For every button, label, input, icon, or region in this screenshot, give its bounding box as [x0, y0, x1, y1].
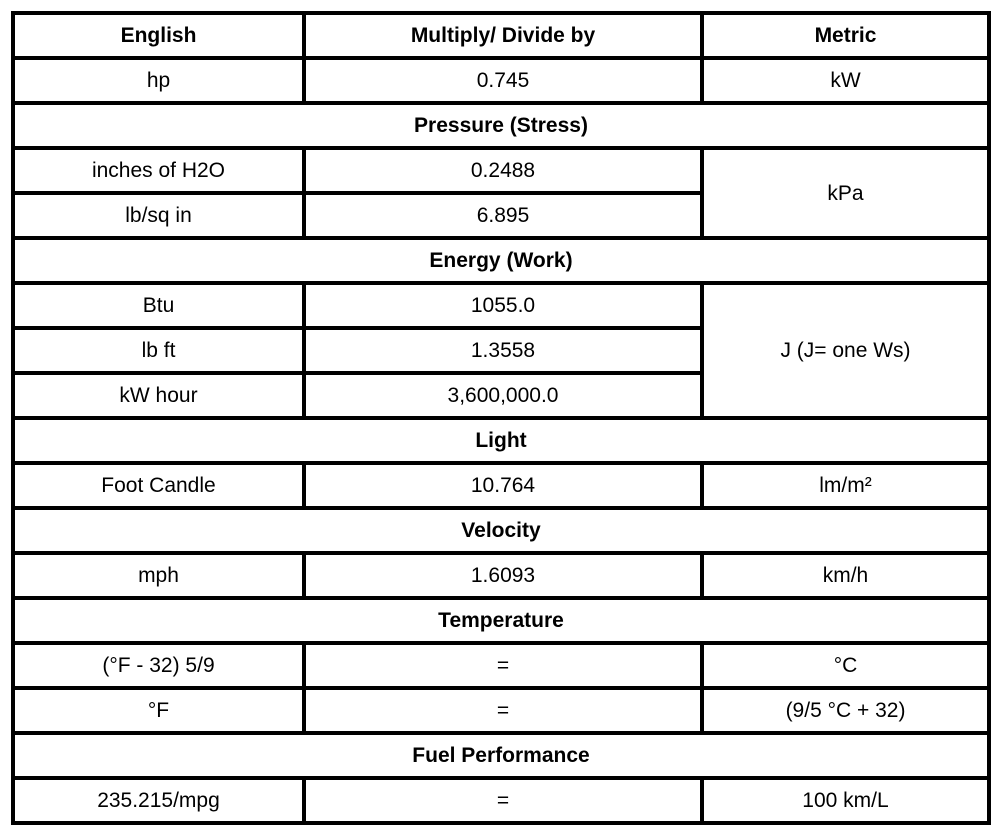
metric-cell: 100 km/L [702, 778, 989, 823]
metric-cell: km/h [702, 553, 989, 598]
section-row-temperature [13, 598, 989, 643]
factor-cell: 6.895 [304, 193, 702, 238]
conversion-table [11, 11, 991, 825]
factor-cell: 1.6093 [304, 553, 702, 598]
header-row [13, 13, 989, 58]
english-cell: hp [13, 58, 304, 103]
section-title-fuel: Fuel Performance [13, 733, 989, 778]
header-factor: Multiply/ Divide by [304, 13, 702, 58]
metric-cell: kPa [702, 148, 989, 238]
english-cell: mph [13, 553, 304, 598]
factor-cell: 3,600,000.0 [304, 373, 702, 418]
section-title-light: Light [13, 418, 989, 463]
factor-cell: 10.764 [304, 463, 702, 508]
english-cell: 235.215/mpg [13, 778, 304, 823]
english-cell: lb ft [13, 328, 304, 373]
section-row-energy [13, 238, 989, 283]
factor-cell: 0.2488 [304, 148, 702, 193]
section-title-temperature: Temperature [13, 598, 989, 643]
metric-cell: °C [702, 643, 989, 688]
table-row [13, 463, 989, 508]
english-cell: inches of H2O [13, 148, 304, 193]
table-row [13, 58, 989, 103]
section-title-pressure: Pressure (Stress) [13, 103, 989, 148]
section-row-fuel [13, 733, 989, 778]
section-row-velocity [13, 508, 989, 553]
metric-cell: lm/m² [702, 463, 989, 508]
table-row [13, 148, 989, 193]
english-cell: (°F - 32) 5/9 [13, 643, 304, 688]
section-title-velocity: Velocity [13, 508, 989, 553]
english-cell: Foot Candle [13, 463, 304, 508]
english-cell: kW hour [13, 373, 304, 418]
table-row [13, 778, 989, 823]
english-cell: °F [13, 688, 304, 733]
header-english: English [13, 13, 304, 58]
english-cell: Btu [13, 283, 304, 328]
section-row-light [13, 418, 989, 463]
factor-cell: 1.3558 [304, 328, 702, 373]
table-row [13, 283, 989, 328]
metric-cell: (9/5 °C + 32) [702, 688, 989, 733]
english-cell: lb/sq in [13, 193, 304, 238]
factor-cell: 1055.0 [304, 283, 702, 328]
factor-cell: 0.745 [304, 58, 702, 103]
section-title-energy: Energy (Work) [13, 238, 989, 283]
table-row [13, 688, 989, 733]
table-row [13, 643, 989, 688]
section-row-pressure [13, 103, 989, 148]
header-metric: Metric [702, 13, 989, 58]
factor-cell: = [304, 688, 702, 733]
factor-cell: = [304, 778, 702, 823]
metric-cell: J (J= one Ws) [702, 283, 989, 418]
table-row [13, 553, 989, 598]
factor-cell: = [304, 643, 702, 688]
metric-cell: kW [702, 58, 989, 103]
